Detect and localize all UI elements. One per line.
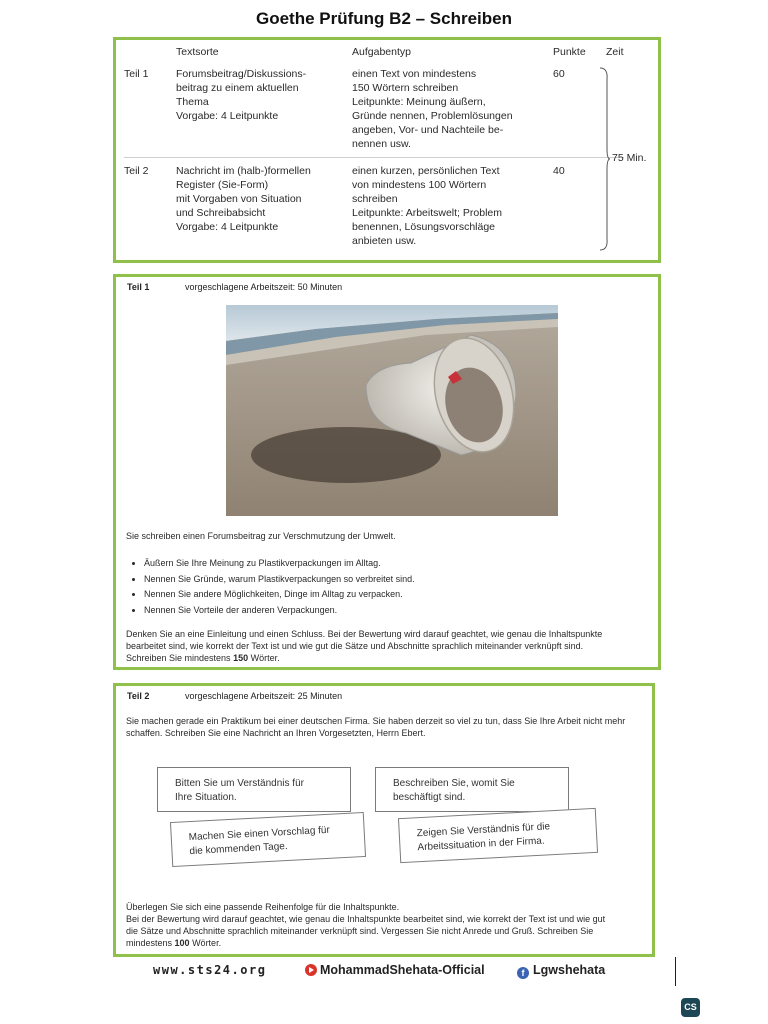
teil2-intro	[126, 715, 654, 739]
teil2-label: Teil 2	[127, 691, 150, 701]
cell-line: anbieten usw.	[352, 235, 417, 247]
cell-line: nennen usw.	[352, 138, 411, 150]
page-title: Goethe Prüfung B2 – Schreiben	[256, 9, 512, 28]
cell-line: Nachricht im (halb-)formellen	[176, 165, 311, 177]
card-line: Arbeitssituation in der Firma.	[417, 835, 545, 854]
row-punkte: 40	[553, 165, 565, 177]
header-textsorte: Textsorte	[176, 46, 219, 58]
word-count: 150	[233, 653, 249, 663]
leitpunkt-card	[170, 812, 366, 867]
footer-youtube[interactable]	[305, 963, 485, 977]
cell-line: einen kurzen, persönlichen Text	[352, 165, 500, 177]
card-line: Zeigen Sie Verständnis für die	[416, 821, 551, 840]
cell-line: und Schreibabsicht	[176, 207, 266, 219]
footer-website[interactable]: www.sts24.org	[153, 963, 267, 977]
divider	[675, 957, 676, 986]
cell-line: Register (Sie-Form)	[176, 179, 269, 191]
cell-line: Leitpunkte: Arbeitswelt; Problem	[352, 207, 502, 219]
teil1-outro-line: Denken Sie an eine Einleitung und einen Schluss. Bei der Bewertung wird darauf geachtet, wie genau die Inhaltspunkte	[126, 629, 603, 639]
footer-facebook[interactable]	[517, 963, 605, 979]
curly-brace-icon	[600, 67, 610, 251]
plastic-cup-on-beach-photo	[226, 305, 558, 516]
teil1-outro-line: bearbeitet sind, wie korrekt der Text ist und wie gut die Sätze und Abschnitte sprachlich miteinander verknüpft sind.	[126, 641, 584, 651]
cell-line: schreiben	[352, 193, 398, 205]
teil2-outro-line: Bei der Bewertung wird darauf geachtet, wie genau die Inhaltspunkte bearbeitet sind, wie korrekt der Text ist und wie gut	[126, 914, 606, 924]
cell-line: beitrag zu einem aktuellen	[176, 82, 299, 94]
teil2-box	[113, 683, 655, 957]
card-line: Beschreiben Sie, womit Sie	[393, 778, 515, 789]
word-count: 100	[174, 938, 190, 948]
teil1-zeit: vorgeschlagene Arbeitszeit: 50 Minuten	[185, 282, 343, 292]
row-punkte: 60	[553, 67, 606, 158]
row-aufgabentyp	[352, 158, 553, 249]
list-item: • Nennen Sie Vorteile der anderen Verpackungen.	[144, 603, 644, 619]
text-span: Wörter.	[248, 653, 280, 663]
card-line: Machen Sie einen Vorschlag für	[188, 824, 331, 844]
facebook-page: Lgwshehata	[533, 963, 606, 977]
leitpunkt-card	[157, 767, 351, 812]
header-punkte: Punkte	[553, 46, 586, 58]
card-line: Ihre Situation.	[175, 792, 237, 803]
teil2-header	[127, 691, 342, 701]
row-aufgabentyp	[352, 67, 553, 158]
teil1-points-list	[126, 556, 644, 618]
teil2-outro	[126, 901, 654, 949]
table-row	[124, 67, 624, 158]
cell-line: Gründe nennen, Problemlösungen	[352, 110, 513, 122]
teil2-intro-line: schaffen. Schreiben Sie eine Nachricht an Ihren Vorgesetzten, Herrn Ebert.	[126, 728, 426, 738]
header-aufgabentyp: Aufgabentyp	[352, 46, 411, 58]
teil1-box	[113, 274, 661, 670]
cell-line: mit Vorgaben von Situation	[176, 193, 302, 205]
teil2-intro-line: Sie machen gerade ein Praktikum bei einer deutschen Firma. Sie haben derzeit so viel zu tun, dass Sie Ihre Arbeit nicht mehr	[126, 716, 626, 726]
teil1-header	[127, 282, 342, 292]
text-span: Schreiben Sie mindestens	[126, 653, 234, 663]
teil1-outro-line	[126, 652, 656, 664]
text-span: mindestens	[126, 938, 175, 948]
row-teil: Teil 1	[124, 67, 176, 158]
teil2-zeit: vorgeschlagene Arbeitszeit: 25 Minuten	[185, 691, 343, 701]
teil2-outro-line: die Sätze und Abschnitte sprachlich miteinander verknüpft sind. Vergessen Sie nicht Anrede und Gruß. Schreiben Sie	[126, 926, 594, 936]
facebook-icon: f	[517, 967, 529, 979]
youtube-channel: MohammadShehata-Official	[320, 963, 485, 977]
overview-table	[124, 45, 624, 248]
card-line: beschäftigt sind.	[393, 792, 466, 803]
list-item: • Äußern Sie Ihre Meinung zu Plastikverpackungen im Alltag.	[144, 556, 644, 572]
cell-line: Forumsbeitrag/Diskussions-	[176, 68, 307, 80]
cell-line: Leitpunkte: Meinung äußern,	[352, 96, 486, 108]
list-item: • Nennen Sie Gründe, warum Plastikverpackungen so verbreitet sind.	[144, 572, 644, 588]
leitpunkt-card	[375, 767, 569, 812]
cell-line: Thema	[176, 96, 209, 108]
cell-line: Vorgabe: 4 Leitpunkte	[176, 110, 279, 122]
teil2-outro-line	[126, 937, 654, 949]
cell-line: von mindestens 100 Wörtern	[352, 179, 487, 191]
row-textsorte	[176, 67, 352, 158]
card-line: die kommenden Tage.	[189, 840, 288, 858]
text-span: Wörter.	[189, 938, 222, 948]
header-empty	[124, 45, 176, 67]
leitpunkt-card	[398, 808, 598, 863]
list-item: • Nennen Sie andere Möglichkeiten, Dinge im Alltag zu verpacken.	[144, 587, 644, 603]
teil1-label: Teil 1	[127, 282, 150, 292]
row-textsorte	[176, 158, 352, 249]
overview-box	[113, 37, 661, 263]
table-row	[124, 158, 624, 249]
cell-line: Vorgabe: 4 Leitpunkte	[176, 221, 279, 233]
cell-line: einen Text von mindestens	[352, 68, 477, 80]
teil1-intro: Sie schreiben einen Forumsbeitrag zur Verschmutzung der Umwelt.	[126, 531, 396, 541]
teil1-outro	[126, 628, 656, 664]
row-teil: Teil 2	[124, 165, 149, 177]
header-zeit: Zeit	[606, 46, 624, 58]
cell-line: 150 Wörtern schreiben	[352, 82, 459, 94]
youtube-icon	[305, 964, 317, 976]
total-time: 75 Min.	[612, 152, 647, 164]
teil2-outro-line: Überlegen Sie sich eine passende Reihenfolge für die Inhaltspunkte.	[126, 902, 400, 912]
scanner-badge-icon: CS	[681, 998, 700, 1017]
cell-line: angeben, Vor- und Nachteile be-	[352, 124, 504, 136]
cell-line: benennen, Lösungsvorschläge	[352, 221, 496, 233]
card-line: Bitten Sie um Verständnis für	[175, 778, 304, 789]
